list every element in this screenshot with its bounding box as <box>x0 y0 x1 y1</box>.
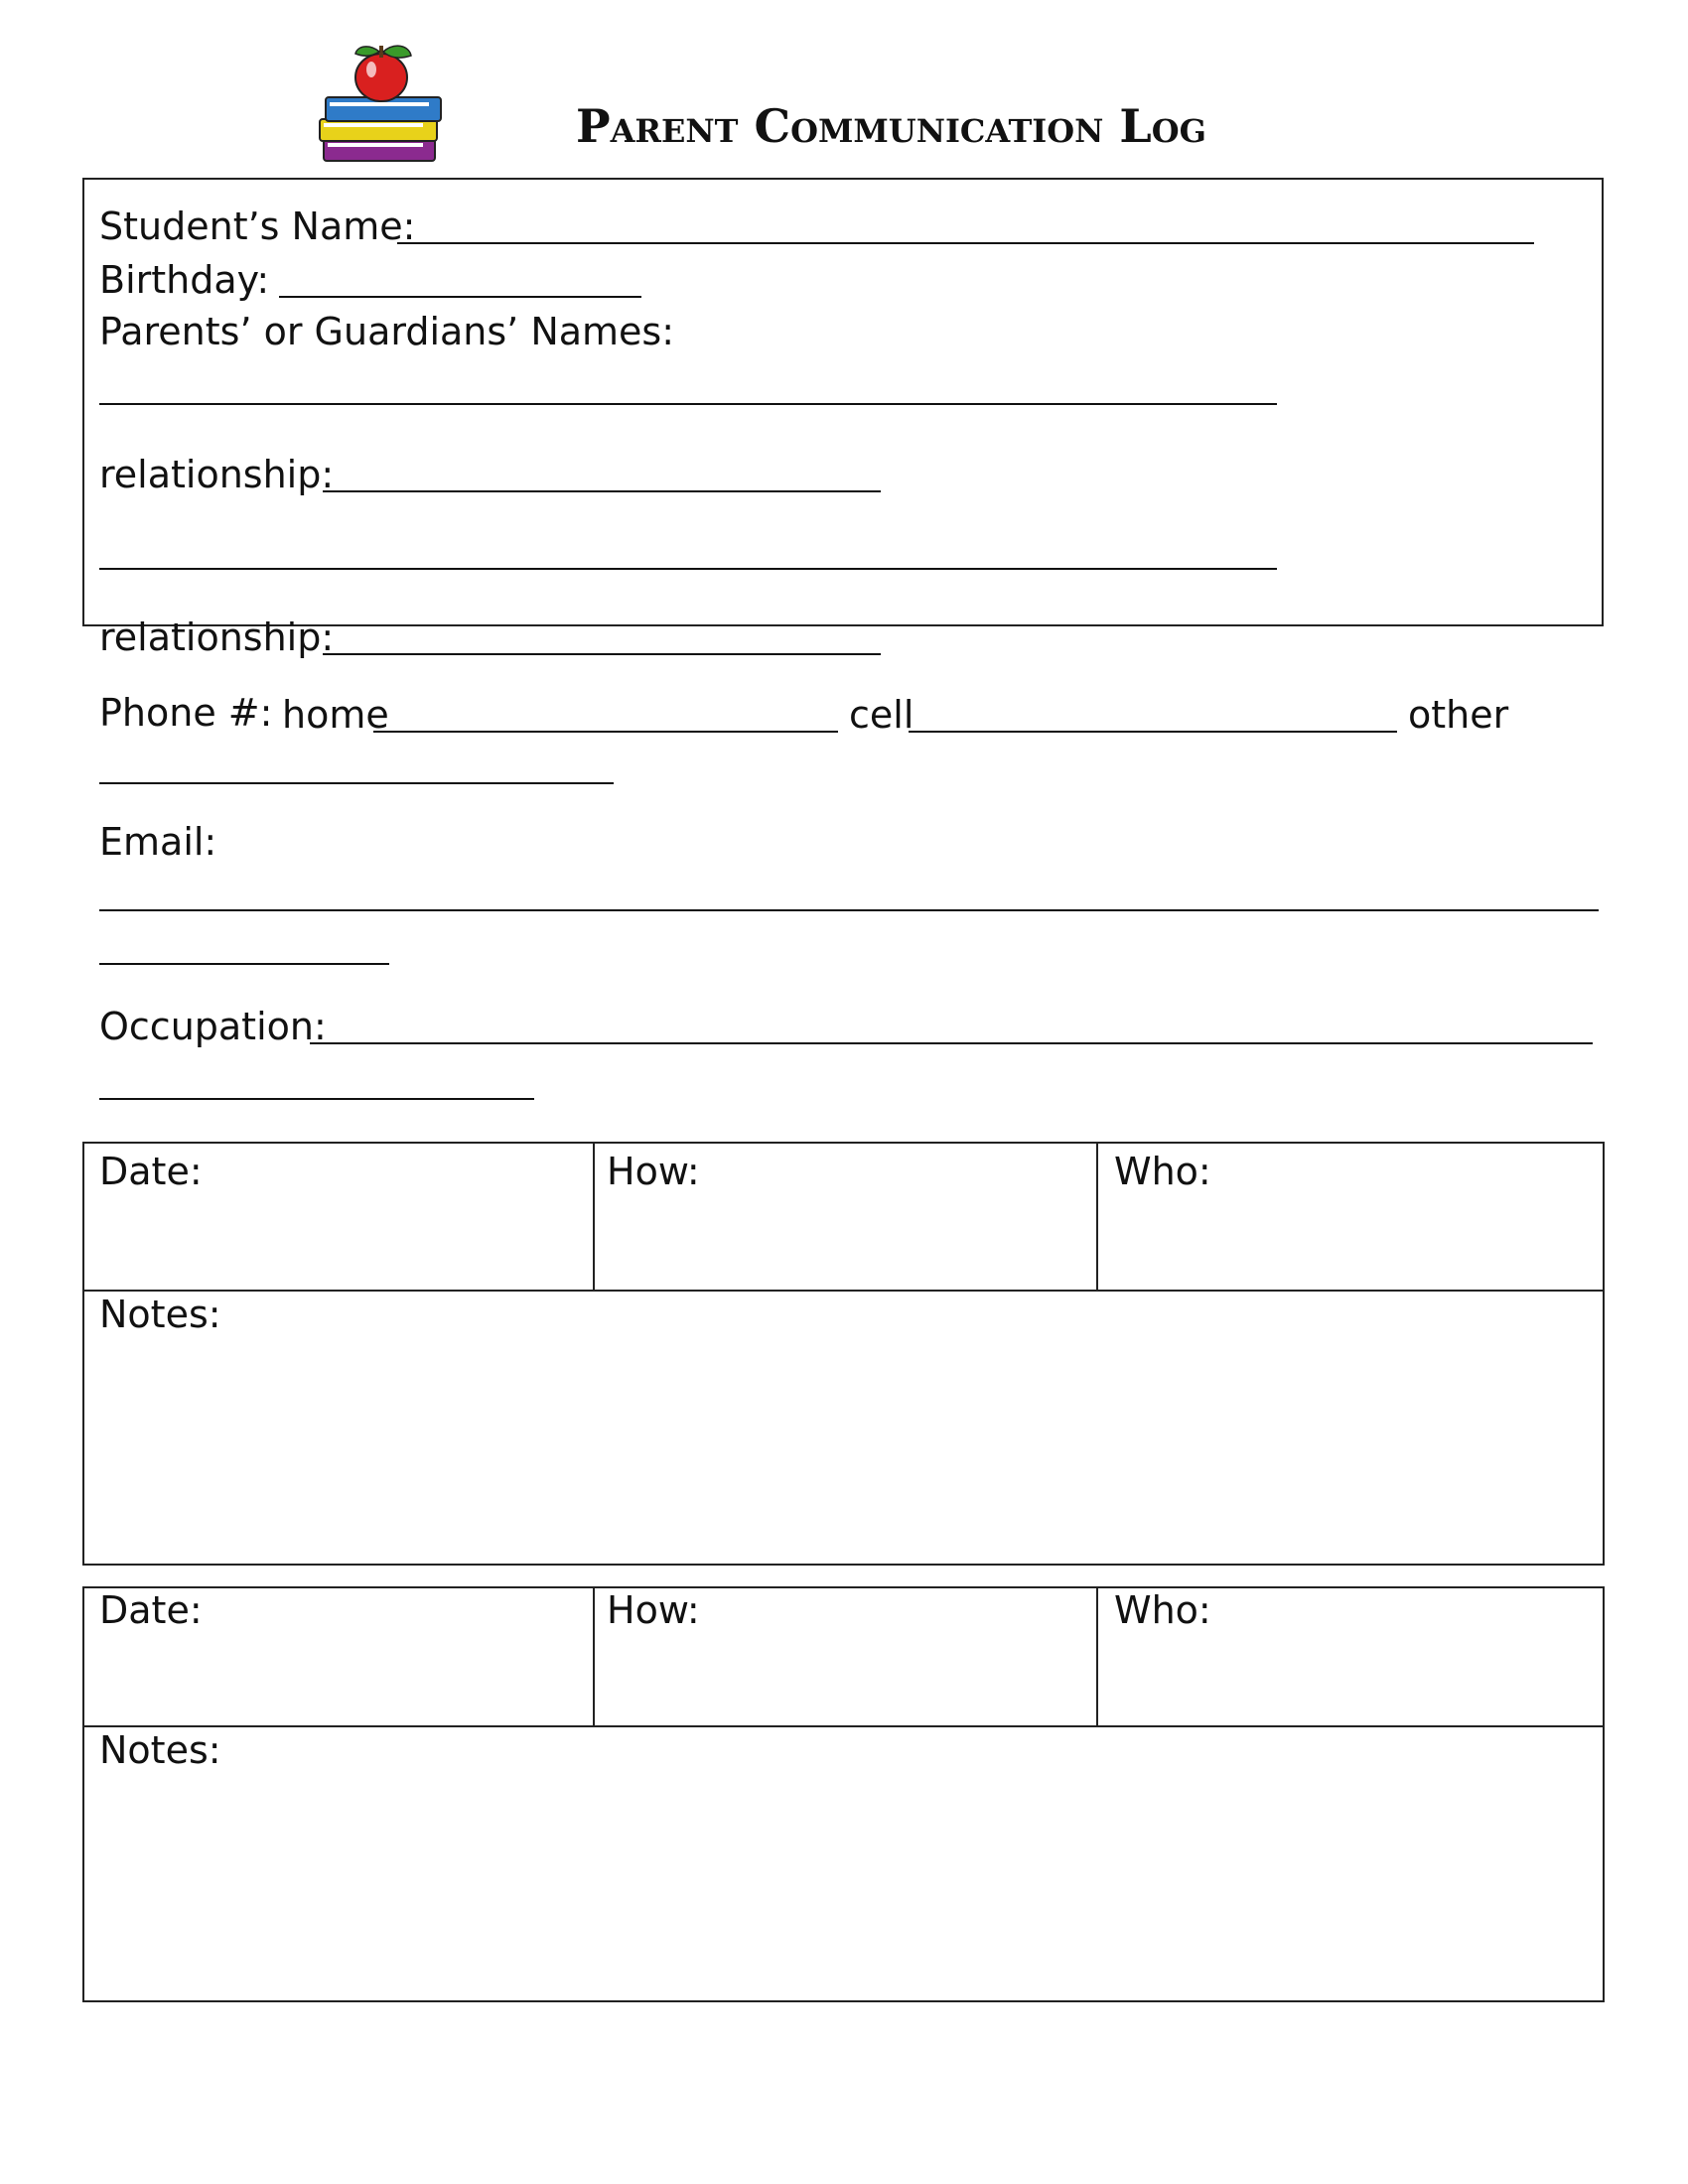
email-line-1[interactable] <box>99 909 1599 911</box>
student-name-label: Student’s Name: <box>99 205 416 248</box>
log-entry-divider-h <box>82 1725 1605 1727</box>
birthday-line[interactable] <box>279 296 641 298</box>
birthday-label: Birthday: <box>99 258 270 302</box>
relationship-label-1: relationship: <box>99 453 335 496</box>
log-entry-divider-v1 <box>593 1142 595 1291</box>
log-how-cell[interactable]: How: <box>607 1588 700 1632</box>
log-how-cell[interactable]: How: <box>607 1150 700 1193</box>
phone-other-label: other <box>1408 693 1509 737</box>
email-label: Email: <box>99 820 217 864</box>
parents-label: Parents’ or Guardians’ Names: <box>99 310 675 353</box>
phone-home-label: home <box>282 693 389 737</box>
apple-on-books-icon <box>316 40 445 171</box>
relationship-label-2: relationship: <box>99 615 335 659</box>
occupation-label: Occupation: <box>99 1005 327 1048</box>
phone-other-line[interactable] <box>99 782 614 784</box>
header-logo <box>316 40 445 171</box>
relationship-line-1[interactable] <box>323 490 881 492</box>
log-who-cell[interactable]: Who: <box>1114 1150 1211 1193</box>
log-who-cell[interactable]: Who: <box>1114 1588 1211 1632</box>
log-entry-box <box>82 1586 1605 2002</box>
phone-home-line[interactable] <box>373 731 838 733</box>
log-entry-divider-v2 <box>1096 1586 1098 1726</box>
email-line-2[interactable] <box>99 963 389 965</box>
occupation-line-2[interactable] <box>99 1098 534 1100</box>
page-title: Parent Communication Log <box>576 99 1206 153</box>
parent-name-line-2[interactable] <box>99 568 1277 570</box>
log-entry-divider-v1 <box>593 1586 595 1726</box>
log-entry-box <box>82 1142 1605 1566</box>
log-notes-cell[interactable]: Notes: <box>99 1293 221 1336</box>
log-entry-divider-h <box>82 1290 1605 1292</box>
relationship-line-2[interactable] <box>323 653 881 655</box>
phone-cell-line[interactable] <box>909 731 1397 733</box>
occupation-line-1[interactable] <box>310 1042 1593 1044</box>
log-date-cell[interactable]: Date: <box>99 1150 203 1193</box>
log-notes-cell[interactable]: Notes: <box>99 1728 221 1772</box>
parent-name-line-1[interactable] <box>99 403 1277 405</box>
phone-cell-label: cell <box>849 693 914 737</box>
student-name-line[interactable] <box>397 242 1534 244</box>
phone-label: Phone #: <box>99 691 273 735</box>
log-date-cell[interactable]: Date: <box>99 1588 203 1632</box>
log-entry-divider-v2 <box>1096 1142 1098 1291</box>
